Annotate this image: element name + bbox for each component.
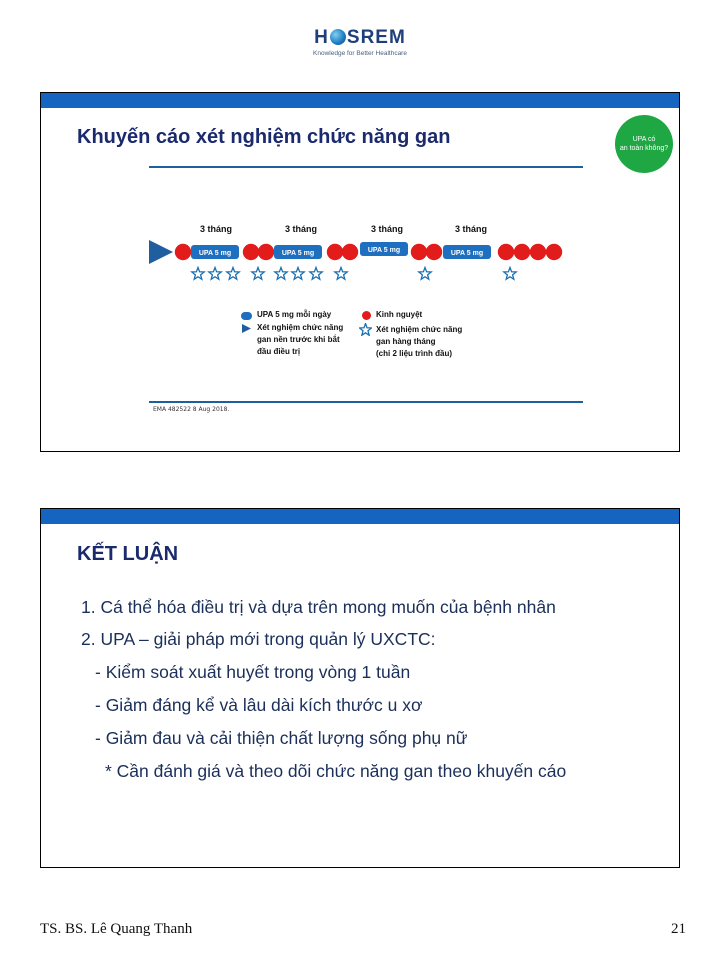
logo-letter-h: H [314, 27, 329, 48]
legend-monthly-line-3: (chỉ 2 liệu trình đầu) [376, 349, 453, 358]
bottom-divider [149, 401, 583, 403]
legend-monthly-line-2: gan hàng tháng [376, 337, 436, 346]
slide-title: KẾT LUẬN [77, 543, 179, 565]
menses-dot [498, 244, 514, 260]
monthly-liver-test-star [335, 268, 347, 280]
legend-daily-upa: UPA 5 mg mỗi ngày [257, 310, 332, 319]
menses-dot [530, 244, 546, 260]
legend-baseline-line-2: gan nền trước khi bắt [257, 335, 340, 344]
slide-liver-test-recommendation [40, 92, 680, 452]
monthly-liver-test-star [209, 268, 221, 280]
legend-triangle-icon [241, 323, 252, 334]
slide-top-bar [41, 509, 679, 524]
monthly-liver-test-star [292, 268, 304, 280]
menses-dot [342, 244, 358, 260]
monthly-liver-test-star [192, 268, 204, 280]
monthly-liver-test-star [227, 268, 239, 280]
slide-title: Khuyến cáo xét nghiệm chức năng gan [77, 126, 451, 148]
menses-dot [258, 244, 274, 260]
baseline-test-triangle [149, 240, 173, 264]
monthly-liver-test-star [310, 268, 322, 280]
monthly-liver-test-star [275, 268, 287, 280]
legend-menses: Kinh nguyệt [376, 310, 423, 319]
legend-baseline-test [257, 322, 343, 358]
legend-baseline-line-3: đầu điều trị [257, 347, 301, 356]
menses-dot [546, 244, 562, 260]
monthly-liver-test-star [419, 268, 431, 280]
upa-dose-label: UPA 5 mg [198, 250, 232, 257]
conclusion-line-2: 2. UPA – giải pháp mới trong quản lý UXCTC: [81, 629, 436, 649]
globe-icon [330, 29, 346, 45]
legend-blue-dot [241, 312, 252, 320]
upa-dose-label: UPA 5 mg [450, 250, 484, 257]
logo-letters-srem: SREM [346, 27, 406, 48]
period-label: 3 tháng [284, 224, 318, 234]
upa-dose-label: UPA 5 mg [281, 250, 315, 257]
treatment-timeline [41, 93, 681, 453]
conclusion-bullet-3: - Giảm đau và cải thiện chất lượng sống phụ nữ [95, 728, 468, 748]
conclusion-note: * Cần đánh giá và theo dõi chức năng gan theo khuyến cáo [105, 761, 567, 781]
footer-author: TS. BS. Lê Quang Thanh [40, 921, 193, 937]
conclusion-line-1: 1. Cá thể hóa điều trị và dựa trên mong muốn của bệnh nhân [81, 597, 556, 617]
period-label: 3 tháng [454, 224, 488, 234]
logo-wordmark [300, 28, 420, 48]
menses-dot [327, 244, 343, 260]
legend-red-dot [362, 311, 371, 320]
legend-monthly-test [376, 324, 462, 360]
hosrem-logo [300, 28, 420, 62]
monthly-liver-test-star [252, 268, 264, 280]
conclusion-bullet-1: - Kiểm soát xuất huyết trong vòng 1 tuần [95, 662, 411, 682]
menses-dot [243, 244, 259, 260]
logo-tagline: Knowledge for Better Healthcare [313, 50, 407, 57]
legend-star-icon [359, 323, 372, 336]
legend-monthly-line-1: Xét nghiệm chức năng [376, 325, 463, 334]
badge-line-1: UPA có [632, 136, 656, 143]
menses-dot [426, 244, 442, 260]
conclusion-bullet-2: - Giảm đáng kể và lâu dài kích thước u xơ [95, 695, 423, 715]
monthly-liver-test-star [504, 268, 516, 280]
period-label: 3 tháng [199, 224, 233, 234]
menses-dot [175, 244, 191, 260]
menses-dot [411, 244, 427, 260]
slide-conclusion [40, 508, 680, 868]
badge-line-2: an toàn không? [619, 145, 669, 152]
period-label: 3 tháng [370, 224, 404, 234]
legend-baseline-line-1: Xét nghiệm chức năng [257, 323, 344, 332]
menses-dot [514, 244, 530, 260]
reference-footnote: EMA 482522 8 Aug 2018. [153, 406, 230, 413]
page-number: 21 [671, 921, 686, 937]
upa-dose-label: UPA 5 mg [367, 247, 401, 254]
